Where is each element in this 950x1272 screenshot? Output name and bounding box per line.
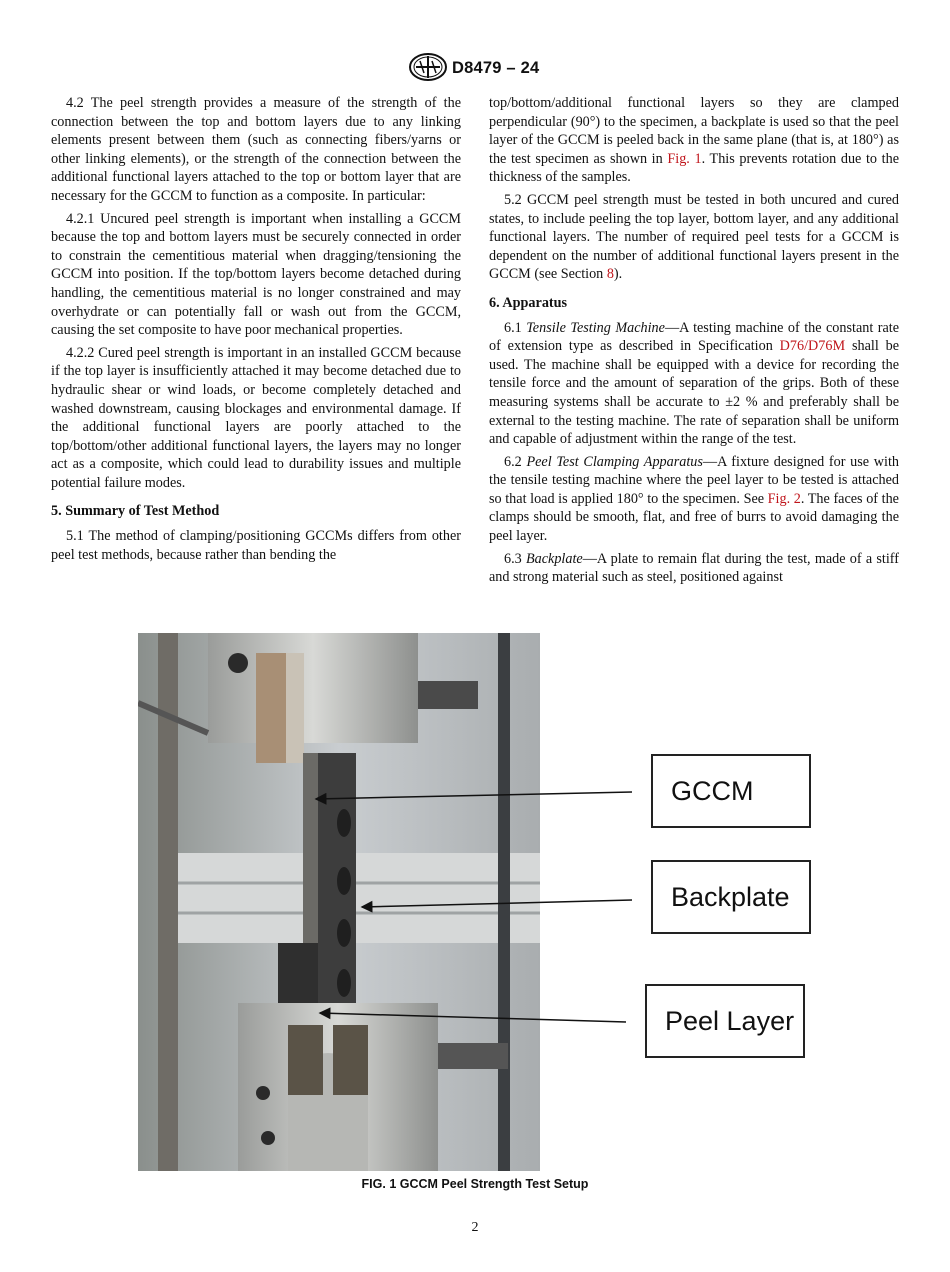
right-column: [489, 94, 899, 591]
d76-link[interactable]: D76/D76M: [779, 338, 846, 355]
paragraph-6-3: 6.3 Backplate—A plate to remain flat during the test, made of a stiff and strong material such as steel, positioned against: [489, 550, 899, 586]
section-5-heading: 5. Summary of Test Method: [51, 503, 220, 520]
fig-1-link[interactable]: Fig. 1: [667, 150, 702, 167]
paragraph-5-2: 5.2 GCCM peel strength must be tested in both uncured and cured states, to include peeling the top layer, bottom layer, and any additional functional layers. The number of required peel tests for a GCCM is dependent on the number of additional functional layers present in the GCCM (see Section 8).: [489, 191, 899, 283]
document-designation: D8479 – 24: [452, 59, 540, 77]
paragraph-5-1: 5.1 The method of clamping/positioning GCCMs differs from other peel test methods, because rather than bending the: [51, 528, 461, 563]
paragraph-6-2: 6.2 Peel Test Clamping Apparatus—A fixture designed for use with the tensile testing machine where the peel layer to be tested is attached so that load is applied 180° to the specimen. See Fig. 2. The faces of the clamps should be smooth, flat, and free of burrs to avoid damaging the peel layer.: [489, 453, 899, 545]
left-column: [51, 94, 461, 568]
paragraph-6-1: 6.1 Tensile Testing Machine—A testing machine of the constant rate of extension type as described in Specification D76/D76M shall be used. The machine shall be equipped with a device for recording the tensile force and the amount of separation of the grips. Both of these measuring systems shall be accurate to ±2 % and preferably shall be external to the testing machine. The rate of separation shall be uniform and capable of adjustment within the range of the test.: [489, 319, 900, 448]
paragraph-4-2-1: 4.2.1 Uncured peel strength is important when installing a GCCM because the top and bottom layers must be securely connected in order to constrain the cementitious material when dragging/tensioning the GCCM into position. If the top/bottom layers become detached during handling, the cementitious material is no longer constrained and may overhydrate or can potentially fall or wash out from the GCCM, causing the set composite to have poor mechanical properties.: [51, 210, 461, 339]
test-setup-photo: [138, 633, 540, 1171]
page-header: [0, 52, 950, 86]
paragraph-5-1-continued: top/bottom/additional functional layers so they are clamped perpendicular (90°) to the specimen, a backplate is used so that the peel layer of the GCCM is peeled back in the same plane (that is, at 180°) as the test specimen as shown in Fig. 1. This prevents rotation due to the thickness of the samples.: [489, 95, 900, 186]
figure-caption: FIG. 1 GCCM Peel Strength Test Setup: [361, 1177, 589, 1191]
gccm-label: GCCM: [651, 754, 811, 828]
page-number: 2: [471, 1220, 479, 1235]
astm-logo-icon: [408, 52, 448, 82]
section-8-link[interactable]: 8: [606, 266, 614, 283]
peel-layer-label: Peel Layer: [645, 984, 805, 1058]
paragraph-4-2: 4.2 The peel strength provides a measure of the strength of the connection between the top and bottom layers due to any linking elements present between them (such as connecting fibers/yarns or other linking elements), or the strength of the connection between the additional functional layers attached to the top or bottom layer that are necessary for the GCCM to function as a composite. In particular:: [51, 95, 461, 204]
paragraph-4-2-2: 4.2.2 Cured peel strength is important in an installed GCCM because if the top layer is insufficiently attached it may become detached due to hydraulic shear or wind loads, or become completely detached and washed downstream, causing blockages and environmental damage. If the additional functional layers are poorly attached to the top/bottom/other additional functional layers, the layers may no longer act as a composite, which could lead to durability issues and multiple potential failure modes.: [51, 344, 461, 491]
section-6-heading: 6. Apparatus: [489, 294, 568, 311]
backplate-label: Backplate: [651, 860, 811, 934]
fig-2-link[interactable]: Fig. 2: [767, 490, 801, 507]
